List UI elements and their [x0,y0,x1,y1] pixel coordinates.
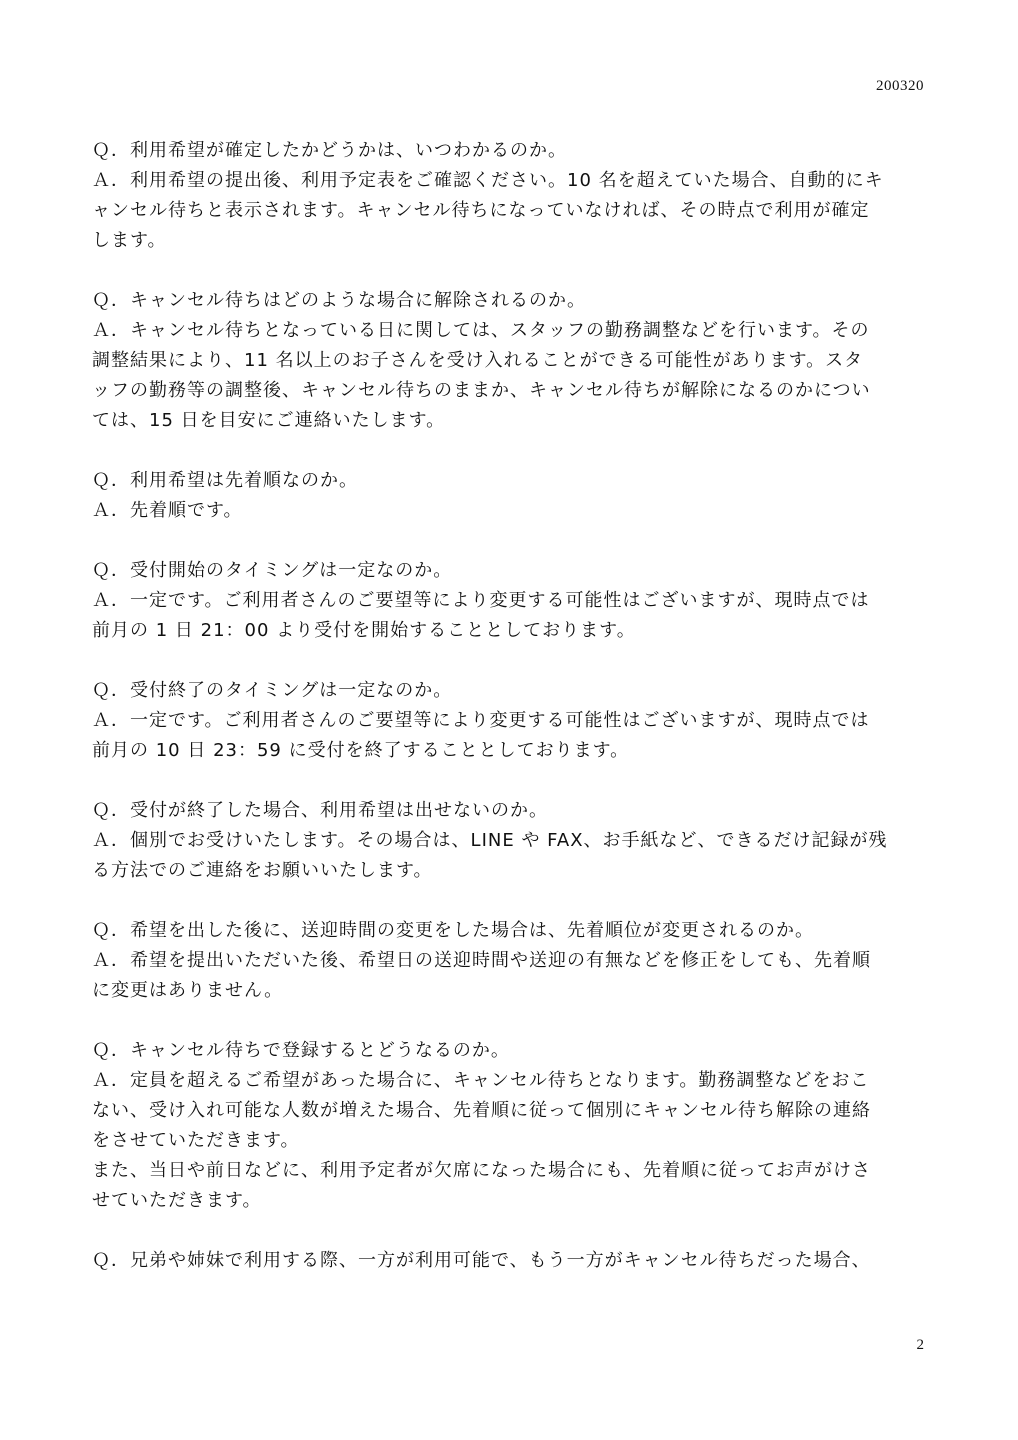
answer-line: る方法でのご連絡をお願いいたします。 [92,860,433,881]
qa-block [92,466,932,526]
answer-line: に変更はありません。 [92,980,284,1001]
faq-content [92,136,932,1306]
answer-line: Ａ．定員を超えるご希望があった場合に、キャンセル待ちとなります。勤務調整などをおこ [92,1070,870,1091]
qa-block [92,1036,932,1216]
answer-line: Ａ．一定です。ご利用者さんのご要望等により変更する可能性はございますが、現時点では [92,590,870,611]
qa-block [92,916,932,1006]
question-line: Ｑ．受付開始のタイミングは一定なのか。 [92,560,453,581]
answer-line: ては、15 日を目安にご連絡いたします。 [92,410,446,431]
question-line: Ｑ．受付終了のタイミングは一定なのか。 [92,680,453,701]
qa-block [92,796,932,886]
answer-line: Ａ．キャンセル待ちとなっている日に関しては、スタッフの勤務調整などを行います。その [92,320,870,341]
qa-block [92,1246,932,1276]
answer-line: Ａ．一定です。ご利用者さんのご要望等により変更する可能性はございますが、現時点では [92,710,870,731]
question-line: Ｑ．受付が終了した場合、利用希望は出せないのか。 [92,800,548,821]
answer-line: 前月の 10 日 23：59 に受付を終了することとしております。 [92,740,630,761]
question-line: Ｑ．キャンセル待ちで登録するとどうなるのか。 [92,1040,510,1061]
question-line: Ｑ．兄弟や姉妹で利用する際、一方が利用可能で、もう一方がキャンセル待ちだった場合、 [92,1250,871,1271]
qa-block [92,286,932,436]
answer-line: をさせていただきます。 [92,1130,300,1151]
answer-line: また、当日や前日などに、利用予定者が欠席になった場合にも、先着順に従ってお声がけさ [92,1160,871,1181]
answer-line: Ａ．先着順です。 [92,500,243,521]
answer-line: 調整結果により、11 名以上のお子さんを受け入れることができる可能性があります。スタ [92,350,864,371]
answer-line: せていただきます。 [92,1190,262,1211]
answer-line: Ａ．個別でお受けいたします。その場合は、LINE や FAX、お手紙など、できるだけ記録が残 [92,830,888,851]
answer-line: Ａ．利用希望の提出後、利用予定表をご確認ください。10 名を超えていた場合、自動的にキ [92,170,884,191]
answer-line: ない、受け入れ可能な人数が増えた場合、先着順に従って個別にキャンセル待ち解除の連絡 [92,1100,871,1121]
question-line: Ｑ．利用希望が確定したかどうかは、いつわかるのか。 [92,140,567,161]
answer-line: ッフの勤務等の調整後、キャンセル待ちのままか、キャンセル待ちが解除になるのかについ [92,380,871,401]
qa-block [92,676,932,766]
qa-block [92,136,932,256]
answer-line: ャンセル待ちと表示されます。キャンセル待ちになっていなければ、その時点で利用が確定 [92,200,870,221]
qa-block [92,556,932,646]
question-line: Ｑ．キャンセル待ちはどのような場合に解除されるのか。 [92,290,586,311]
answer-line: します。 [92,230,167,251]
question-line: Ｑ．希望を出した後に、送迎時間の変更をした場合は、先着順位が変更されるのか。 [92,920,814,941]
question-line: Ｑ．利用希望は先着順なのか。 [92,470,358,491]
document-id: 200320 [876,78,924,94]
page-number: 2 [916,1337,924,1353]
answer-line: Ａ．希望を提出いただいた後、希望日の送迎時間や送迎の有無などを修正をしても、先着順 [92,950,871,971]
answer-line: 前月の 1 日 21：00 より受付を開始することとしております。 [92,620,636,641]
